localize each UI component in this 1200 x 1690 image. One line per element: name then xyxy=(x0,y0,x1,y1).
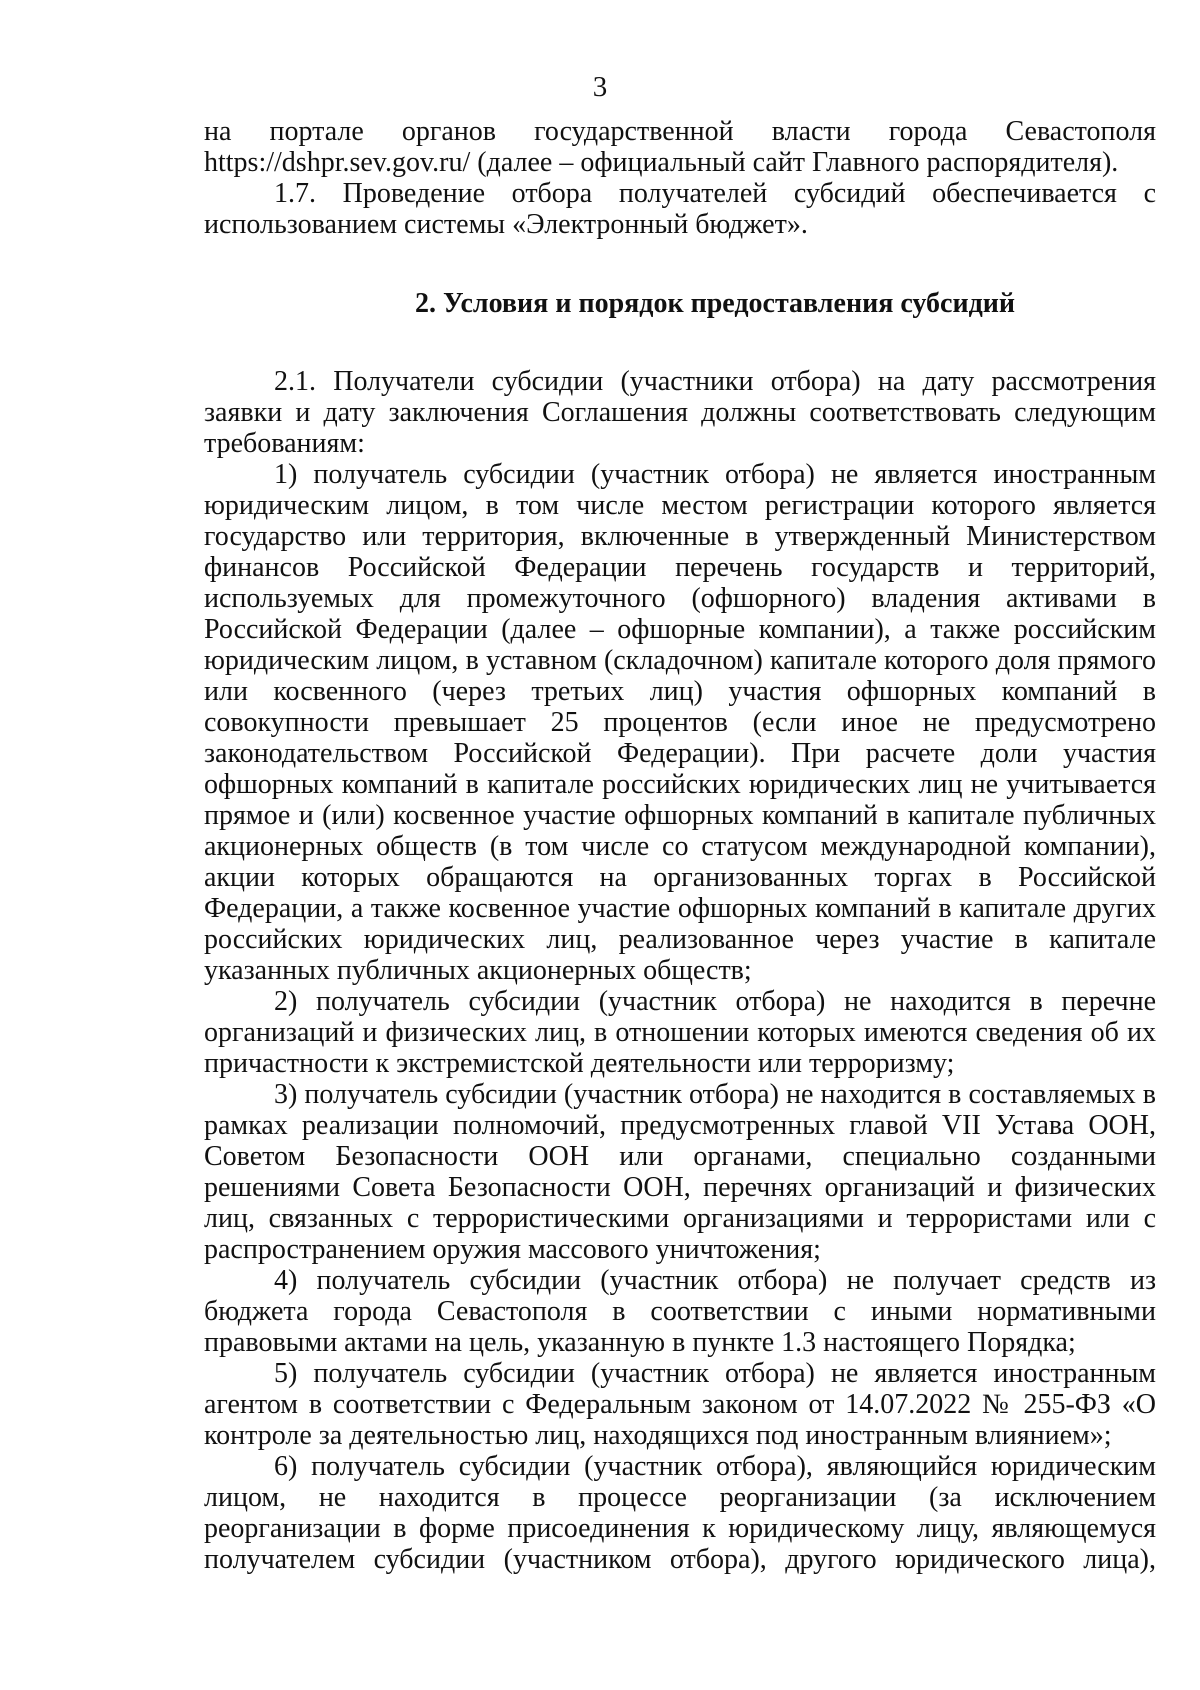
intro-paragraph: на портале органов государственной власти города Севастополя https://dshpr.sev.gov.ru/ (далее – официальный сайт Главного распорядителя). xyxy=(204,116,1156,178)
list-item-3: 3) получатель субсидии (участник отбора) не находится в составляемых в рамках реализации полномочий, предусмотренных главой VII Устава ООН, Советом Безопасности ООН или органами, специально созданными решениями Совета Безопасности ООН, перечнях организаций и физических лиц, связанных с террористическими организациями и террористами или с распространением оружия массового уничтожения; xyxy=(204,1079,1156,1265)
list-item-4: 4) получатель субсидии (участник отбора) не получает средств из бюджета города Севастополя в соответствии с иными нормативными правовыми актами на цель, указанную в пункте 1.3 настоящего Порядка; xyxy=(204,1265,1156,1358)
list-item-1: 1) получатель субсидии (участник отбора) не является иностранным юридическим лицом, в том числе местом регистрации которого является государство или территория, включенные в утвержденный Министерством финансов Российской Федерации перечень государств и территорий, используемых для промежуточного (офшорного) владения активами в Российской Федерации (далее – офшорные компании), а также российским юридическим лицом, в уставном (складочном) капитале которого доля прямого или косвенного (через третьих лиц) участия офшорных компаний в совокупности превышает 25 процентов (если иное не предусмотрено законодательством Российской Федерации). При расчете доли участия офшорных компаний в капитале российских юридических лиц не учитывается прямое и (или) косвенное участие офшорных компаний в капитале публичных акционерных обществ (в том числе со статусом международной компании), акции которых обращаются на организованных торгах в Российской Федерации, а также косвенное участие офшорных компаний в капитале других российских юридических лиц, реализованное через участие в капитале указанных публичных акционерных обществ; xyxy=(204,459,1156,986)
paragraph-2-1: 2.1. Получатели субсидии (участники отбора) на дату рассмотрения заявки и дату заключения Соглашения должны соответствовать следующим требованиям: xyxy=(204,366,1156,459)
list-item-6: 6) получатель субсидии (участник отбора), являющийся юридическим лицом, не находится в процессе реорганизации (за исключением реорганизации в форме присоединения к юридическому лицу, являющемуся получателем субсидии (участником отбора), другого юридического лица), xyxy=(204,1451,1156,1575)
list-item-2: 2) получатель субсидии (участник отбора) не находится в перечне организаций и физических лиц, в отношении которых имеются сведения об их причастности к экстремистской деятельности или терроризму; xyxy=(204,986,1156,1079)
paragraph-1-7: 1.7. Проведение отбора получателей субсидий обеспечивается с использованием системы «Электронный бюджет». xyxy=(204,178,1156,240)
section-heading: 2. Условия и порядок предоставления субсидий xyxy=(414,288,1016,319)
document-body xyxy=(204,116,1156,1575)
list-item-5: 5) получатель субсидии (участник отбора) не является иностранным агентом в соответствии с Федеральным законом от 14.07.2022 № 255-ФЗ «О контроле за деятельностью лиц, находящихся под иностранным влиянием»; xyxy=(204,1358,1156,1451)
page-number: 3 xyxy=(592,71,608,103)
